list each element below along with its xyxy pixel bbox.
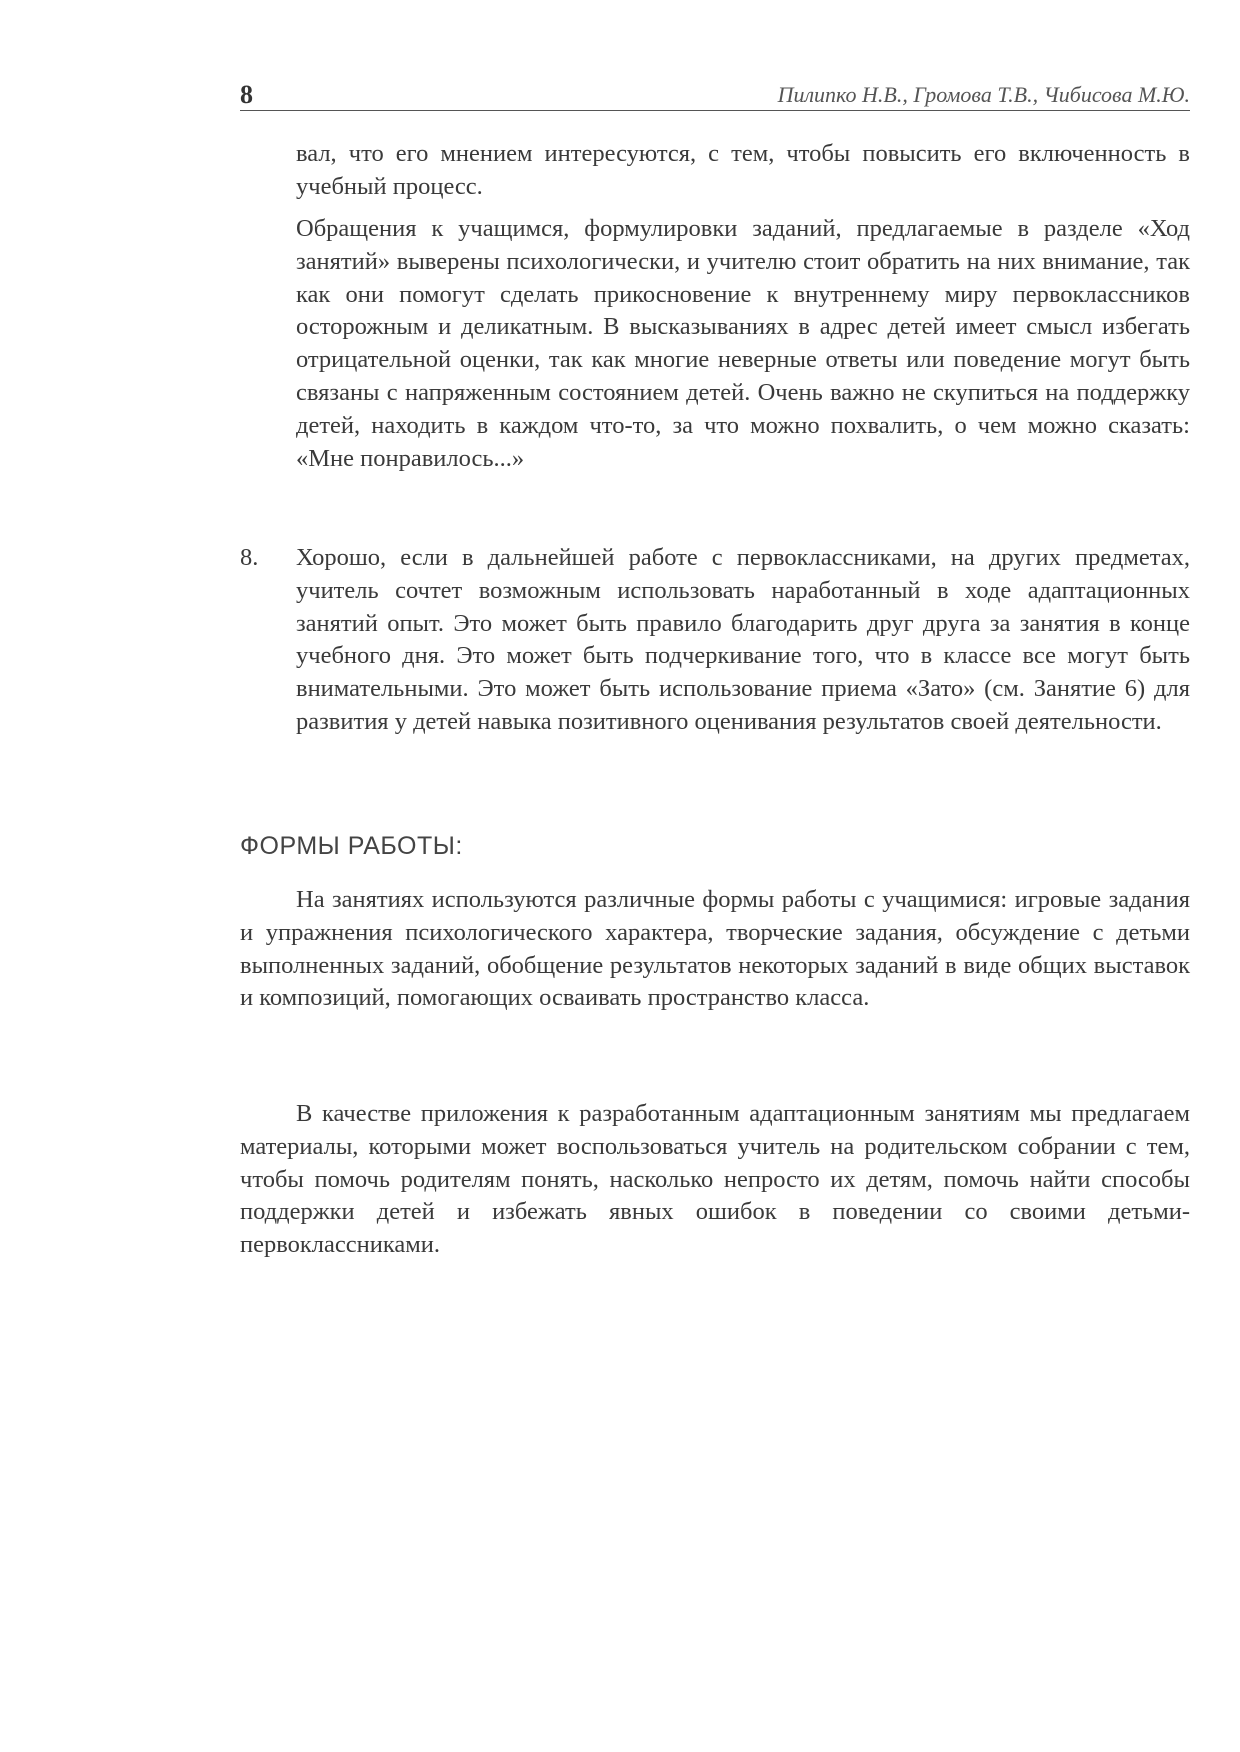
running-head-authors: Пилипко Н.В., Громова Т.В., Чибисова М.Ю. <box>777 82 1190 107</box>
page-header <box>240 80 1190 111</box>
paragraph-addressing-students: Обращения к учащимся, формулировки заданий, предлагаемые в разделе «Ход занятий» выверены психологически, и учителю стоит обратить на них внимание, так как они помогут сделать прикосновение к внутреннему миру первоклассников осторожным и деликатным. В высказываниях в адрес детей имеет смысл избегать отрицательной оценки, так как многие неверные ответы или поведение могут быть связаны с напряженным состоянием детей. Очень важно не скупиться на поддержку детей, находить в каждом что-то, за что можно похвалить, о чем можно сказать: «Мне понравилось...» <box>296 215 1190 472</box>
section-heading: ФОРМЫ РАБОТЫ: <box>240 832 463 860</box>
paragraph-appendix-note: В качестве приложения к разработанным адаптационным занятиям мы предлагаем материалы, которыми может воспользоваться учитель на родительском собрании с тем, чтобы помочь родителям понять, насколько непросто их детям, помочь найти способы поддержки детей и избежать явных ошибок в поведении со своими детьми-первоклассниками. <box>240 1100 1190 1259</box>
paragraph-continuation: вал, что его мнением интересуются, с тем, чтобы повысить его включенность в учебный процесс. <box>296 140 1190 200</box>
page-number: 8 <box>240 80 253 109</box>
paragraph-forms-of-work: На занятиях используются различные формы работы с учащимися: игровые задания и упражнения психологического характера, творческие задания, обсуждение с детьми выполненных заданий, обобщение результатов некоторых заданий в виде общих выставок и композиций, помогающих осваивать пространство класса. <box>240 886 1190 1012</box>
list-item-text: Хорошо, если в дальнейшей работе с первоклассниками, на других предметах, учитель сочтет возможным использовать наработанный в ходе адаптационных занятий опыт. Это может быть правило благодарить друг друга за занятия в конце учебного дня. Это может быть подчеркивание того, что в классе все могут быть внимательными. Это может быть использование приема «Зато» (см. Занятие 6) для развития у детей навыка позитивного оценивания результатов своей деятельности. <box>296 544 1190 735</box>
list-item-number: 8. <box>240 544 259 571</box>
